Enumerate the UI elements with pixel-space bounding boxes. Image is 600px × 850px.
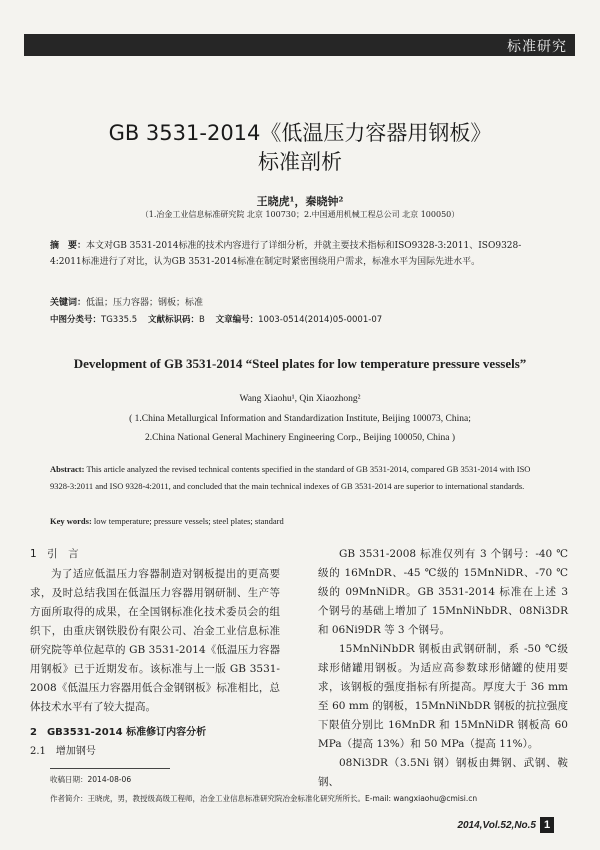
page-number: 1: [540, 817, 554, 833]
classification-line: [50, 313, 382, 325]
abstract-cn-label: 摘 要：: [50, 241, 87, 251]
abstract-en-text: This article analyzed the revised technical contents specified in the standard of GB 3531-2014, compared GB 3531-2014 with ISO 9328-3:2011 and ISO 9328-4:2011, and concluded that the main technical indexes of GB 3531-2014 are superior to international standards.: [50, 464, 531, 491]
section-tag: 标准研究: [507, 39, 567, 55]
right-paragraph-3: 08Ni3DR（3.5Ni 钢）钢板由舞钢、武钢、鞍钢、: [318, 757, 568, 788]
keywords-cn-text: 低温；压力容器；钢板；标准: [86, 298, 204, 308]
title-cn-line2: 标准剖析: [258, 150, 342, 174]
section21-heading: 2.1 增加钢号: [30, 746, 96, 757]
keywords-en: [50, 516, 284, 526]
right-paragraph-2: 15MnNiNbDR 钢板由武钢研制，系 -50 ℃级球形储罐用钢板。为适应高参数球形储罐的使用要求，该钢板的强度指标有所提高。厚度大于 36 mm 至 60 mm 的钢板，15MnNiNbDR 钢板的抗拉强度下限值分别比 16MnDR 和 15MnNiDR 钢板高 60 MPa（提高 13%）和 50 MPa（提高 11%）。: [318, 643, 568, 750]
keywords-cn: [50, 295, 203, 308]
title-en: Development of GB 3531-2014 “Steel plates for low temperature pressure vessels”: [73, 356, 527, 371]
section-header-bar: [24, 34, 575, 56]
affiliation-en-line1: ( 1.China Metallurgical Information and Standardization Institute, Beijing 100073, China;: [129, 414, 471, 424]
section1-heading: 1 引 言: [30, 548, 79, 560]
article-no-value: 1003-0514(2014)05-0001-07: [258, 315, 383, 325]
title-cn-line1: GB 3531-2014《低温压力容器用钢板》: [108, 121, 492, 145]
keywords-en-text: low temperature; pressure vessels; steel plates; standard: [91, 516, 284, 526]
body-right-column: [318, 545, 568, 792]
abstract-en: [50, 461, 550, 495]
footnote-divider: [50, 768, 170, 769]
abstract-cn: [50, 238, 550, 270]
body-left-column: [30, 545, 280, 761]
footnote-author: 作者简介：王晓虎，男，教授级高级工程师，冶金工业信息标准研究院冶金标准化研究所所长。E-mail: wangxiaohu@cmisi.cn: [50, 794, 478, 803]
doc-code-value: B: [198, 315, 205, 325]
affiliations-cn: （1.冶金工业信息标准研究院 北京 100730；2.中国通用机械工程总公司 北京 100050）: [140, 210, 460, 219]
abstract-en-label: Abstract:: [50, 464, 85, 474]
section2-heading: 2 GB3531-2014 标准修订内容分析: [30, 727, 207, 738]
affiliation-en-line2: 2.China National General Machinery Engineering Corp., Beijing 100050, China ): [145, 433, 455, 443]
clc-label: 中图分类号：: [50, 315, 102, 325]
keywords-cn-label: 关键词：: [50, 298, 87, 308]
section1-paragraph: 为了适应低温压力容器制造对钢板提出的更高要求，及时总结我国在低温压力容器用钢研制、生产等方面所取得的成果，在全国钢标准化技术委员会的组织下，由重庆钢铁股份有限公司、冶金工业信息标准研究院等单位起草的 GB 3531-2014《低温压力容器用钢板》已于近期发布。该标准与上一版 GB 3531-2008《低温压力容器用低合金钢钢板》标准相比，总体技术水平有了较大提高。: [30, 568, 280, 713]
right-paragraph-1: GB 3531-2008 标准仅列有 3 个钢号：-40 ℃级的 16MnDR、-45 ℃级的 15MnNiDR、-70 ℃级的 09MnNiDR。GB 3531-2014 标准在上述 3 个钢号的基础上增加了 15MnNiNbDR、08Ni3DR 和 06Ni9DR 等 3 个钢号。: [318, 548, 568, 636]
article-no-label: 文章编号：: [215, 315, 259, 325]
abstract-cn-text: 本文对GB 3531-2014标准的技术内容进行了详细分析，并就主要技术指标和ISO9328-3:2011、ISO9328-4:2011标准进行了对比，认为GB 3531-2014标准在制定时紧密围绕用户需求，标准水平为国际先进水平。: [50, 241, 522, 267]
authors-en: Wang Xiaohu¹, Qin Xiaozhong²: [239, 394, 361, 404]
footnote-received: 收稿日期：2014-08-06: [50, 775, 132, 784]
keywords-en-label: Key words:: [50, 516, 92, 526]
authors-cn: 王晓虎¹，秦晓钟²: [256, 195, 344, 208]
doc-code-label: 文献标识码：: [147, 315, 199, 325]
journal-issue: 2014,Vol.52,No.5: [457, 820, 536, 831]
clc-value: TG335.5: [101, 315, 138, 325]
